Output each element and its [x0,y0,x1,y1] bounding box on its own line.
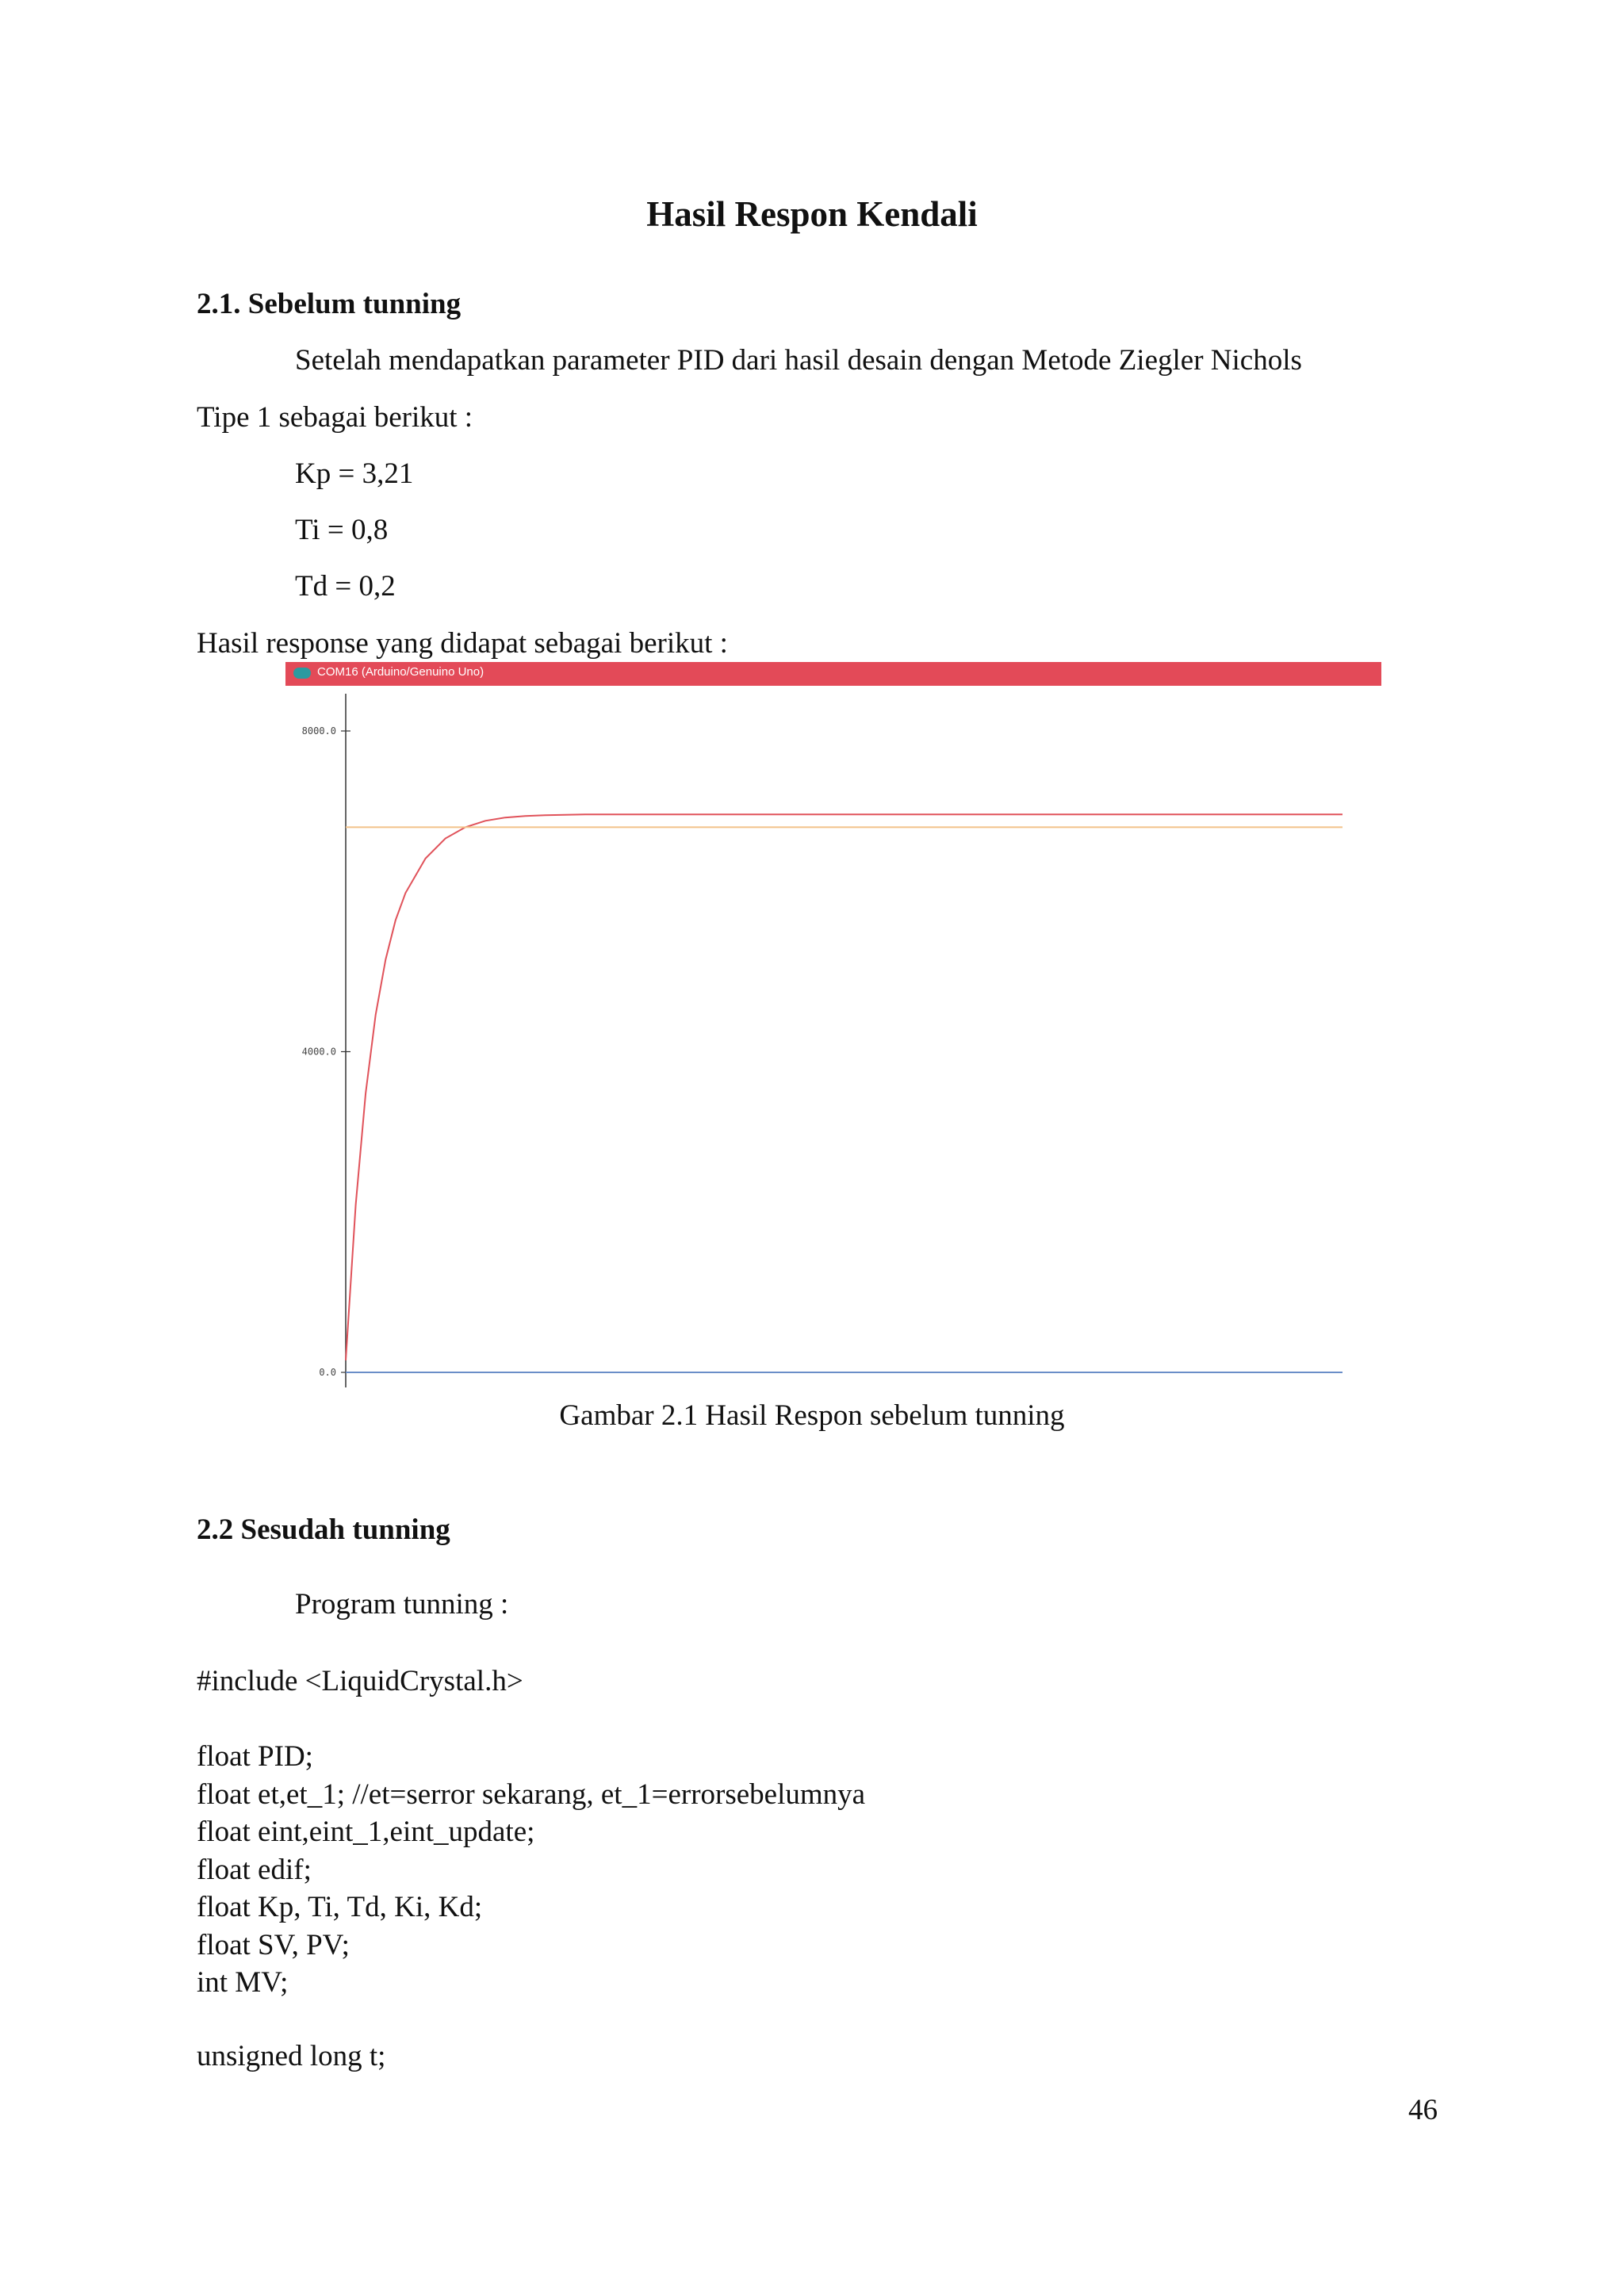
code-line: float Kp, Ti, Td, Ki, Kd; [197,1891,483,1923]
intro-line-1: Setelah mendapatkan parameter PID dari hasil desain dengan Metode Ziegler Nichols [295,344,1302,377]
param-kp: Kp = 3,21 [295,457,414,490]
y-tick-label: 0.0 [319,1367,336,1378]
code-line: int MV; [197,1966,289,1999]
arduino-logo-icon [293,668,311,679]
y-tick-label: 8000.0 [301,725,336,737]
code-line: float PID; [197,1740,313,1773]
code-line: float et,et_1; //et=serror sekarang, et_1=errorsebelumnya [197,1777,866,1811]
code-line: float SV, PV; [197,1928,350,1961]
param-td: Td = 0,2 [295,570,396,603]
page-title: Hasil Respon Kendali [646,194,978,234]
figure-caption: Gambar 2.1 Hasil Respon sebelum tunning [559,1399,1065,1432]
code-line: float eint,eint_1,eint_update; [197,1816,535,1848]
series-line-1 [346,814,1342,1360]
intro-line-2: Tipe 1 sebagai berikut : [197,401,473,434]
param-ti: Ti = 0,8 [295,514,389,546]
section-heading-after-tuning: 2.2 Sesudah tunning [197,1513,450,1546]
code-declarations [197,1738,865,2002]
code-last-line: unsigned long t; [197,2040,386,2072]
response-chart [285,686,1381,1387]
section-heading-before-tuning: 2.1. Sebelum tunning [197,288,462,320]
plotter-window-title: COM16 (Arduino/Genuino Uno) [317,665,485,679]
y-tick-label: 4000.0 [301,1046,336,1058]
serial-plotter-window [285,662,1381,1387]
plotter-title-bar [285,662,1381,686]
page-number: 46 [1408,2094,1438,2126]
code-include-line: #include <LiquidCrystal.h> [197,1665,523,1697]
result-text: Hasil response yang didapat sebagai berikut : [197,627,728,660]
program-label: Program tunning : [295,1588,509,1621]
code-line: float edif; [197,1853,312,1886]
